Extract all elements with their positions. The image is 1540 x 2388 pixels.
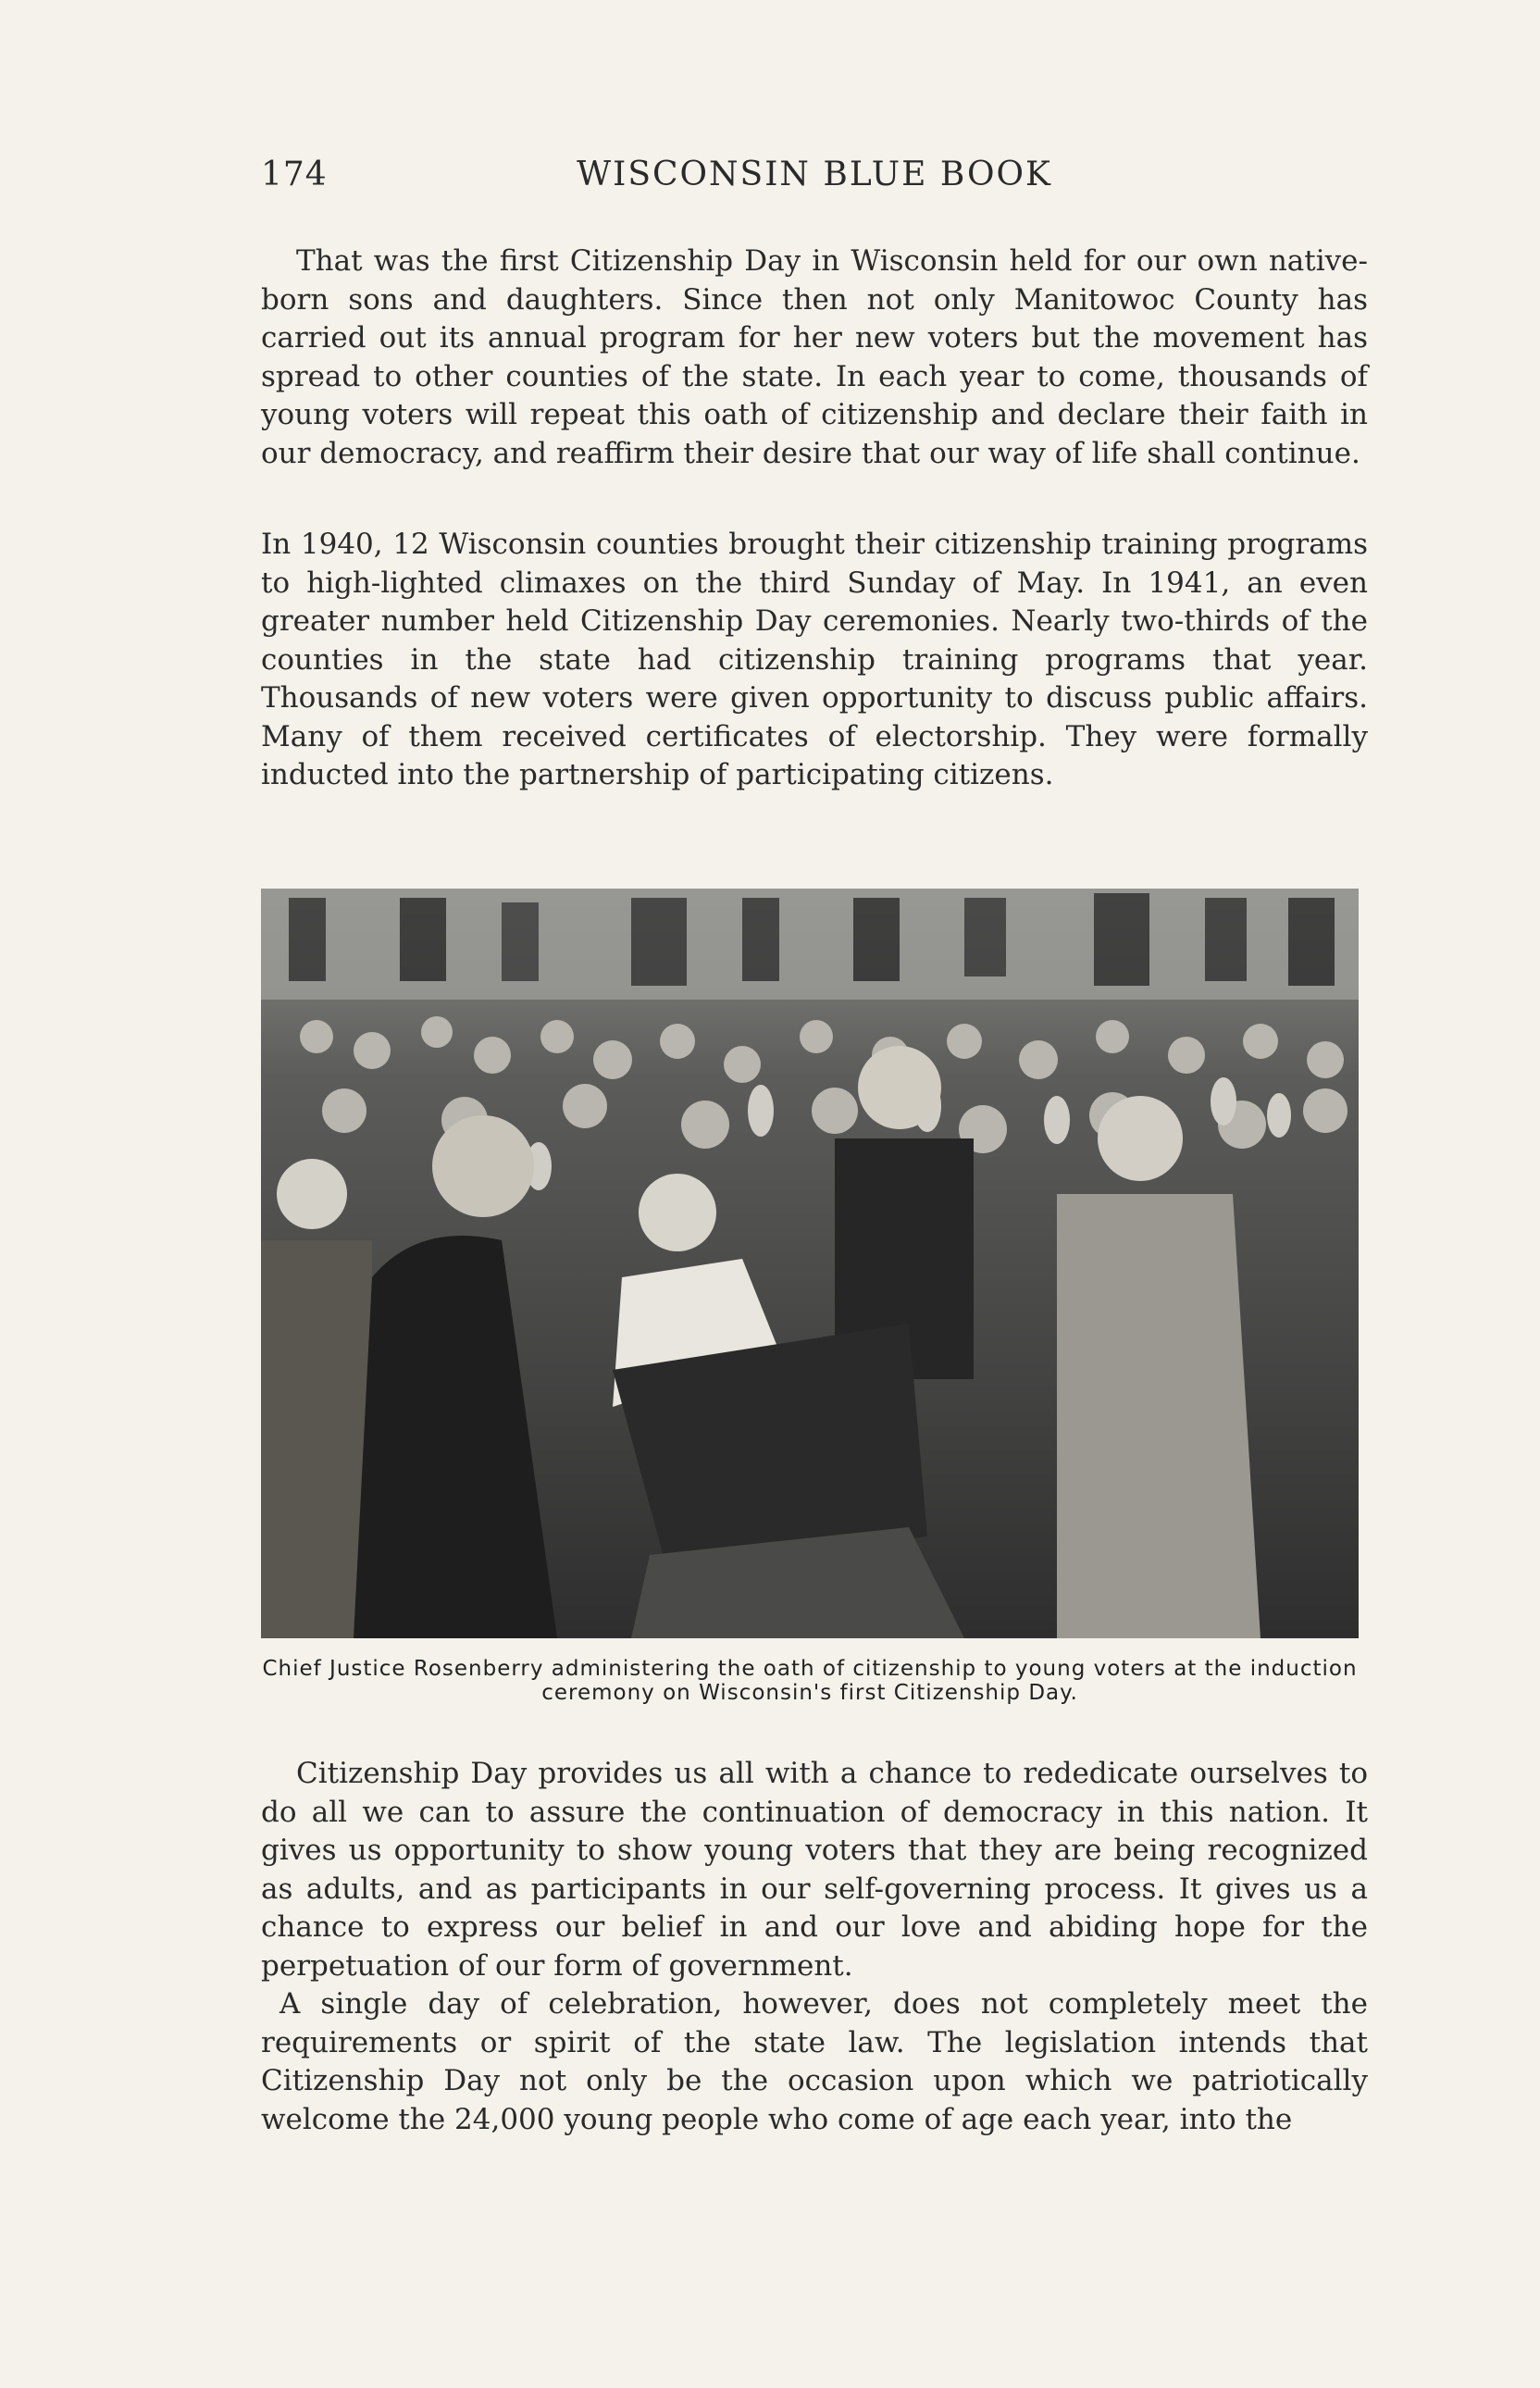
photo-caption: Chief Justice Rosenberry administering the oath of citizenship to young voters at the induction ceremony on Wisconsin's first Citizenship Day. <box>262 1657 1358 1705</box>
paragraph-text: In 1940, 12 Wisconsin counties brought their citizenship training programs to high-lighted climaxes on the third Sunday of May. In 1941, an even greater number held Citizenship Day ceremonies. Nearly two-thirds of the counties in the state had citizenship training programs that year. Thousands of new voters were given opportunity to discuss public affairs. Many of them received certificates of electorship. They were formally inducted into the partnership of participating citizens. <box>261 528 1368 791</box>
paragraph-text: A single day of celebration, however, does not completely meet the requirements or spirit of the state law. The legislation intends that Citizenship Day not only be the occasion upon which we patriotically welcome the 24,000 young people who come of age each year, into the <box>261 1987 1368 2136</box>
page-number: 174 <box>261 155 328 193</box>
building-facade <box>261 889 1359 1000</box>
body-paragraph-2 <box>261 526 1368 795</box>
paragraph-text: That was the first Citizenship Day in Wisconsin held for our own native-born sons and daughters. Since then not only Manitowoc County has carried out its annual program for her new voters but the movement has spread to other counties of the state. In each year to come, thousands of young voters will repeat this oath of citizenship and declare their faith in our democracy, and reaffirm their desire that our way of life shall continue. <box>261 244 1368 470</box>
photo-illustration <box>261 889 1359 1638</box>
paragraph-text: Citizenship Day provides us all with a chance to rededicate ourselves to do all we can to assure the continuation of democracy in this nation. It gives us opportunity to show young voters that they are being recognized as adults, and as participants in our self-governing process. It gives us a chance to express our belief in and our love and abiding hope for the perpetuation of our form of government. <box>261 1757 1368 1983</box>
running-title: WISCONSIN BLUE BOOK <box>577 155 1052 193</box>
body-paragraph-1 <box>261 243 1368 473</box>
body-paragraph-4 <box>261 1985 1368 2139</box>
body-paragraph-3 <box>261 1755 1368 1985</box>
page-header <box>261 155 1368 204</box>
ceremony-photograph <box>261 889 1359 1638</box>
